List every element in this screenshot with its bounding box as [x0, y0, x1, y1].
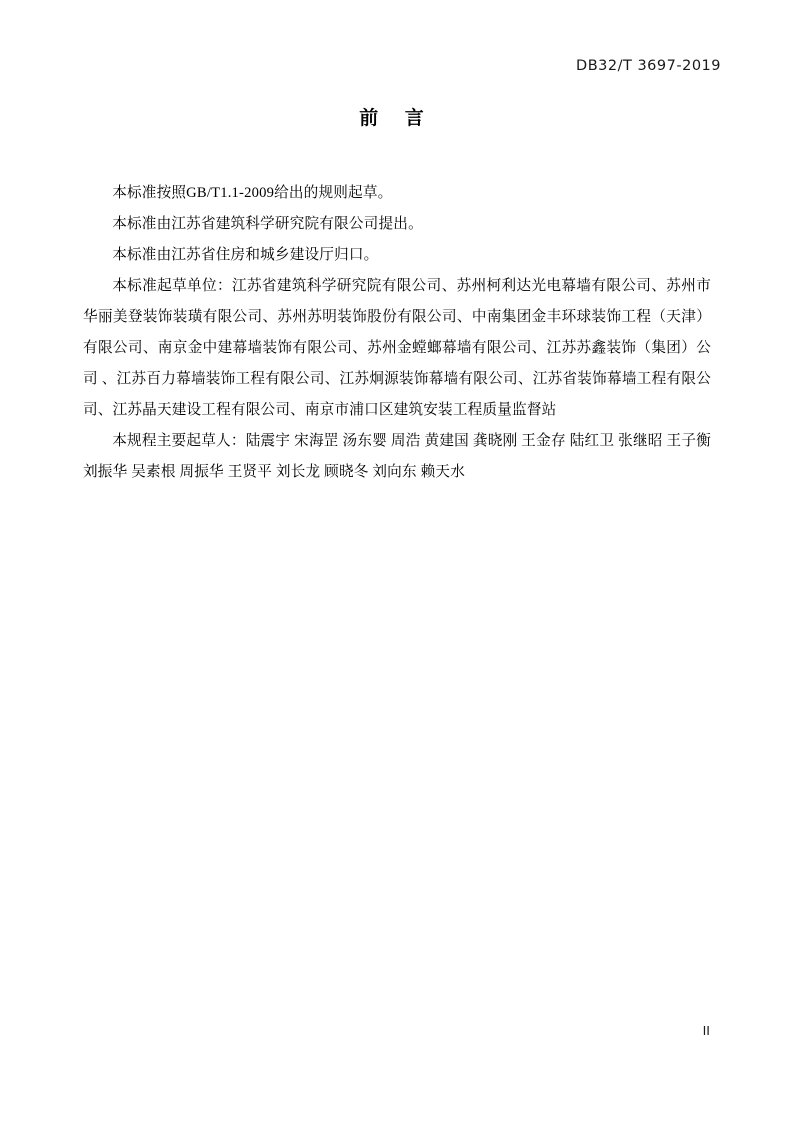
- paragraph: 本标准起草单位：江苏省建筑科学研究院有限公司、苏州柯利达光电幕墙有限公司、苏州市华丽美登装饰装璜有限公司、苏州苏明装饰股份有限公司、中南集团金丰环球装饰工程（天津）有限公司、南京金中建幕墙装饰有限公司、苏州金螳螂幕墙有限公司、江苏苏鑫装饰（集团）公司 、江苏百力幕墙装饰工程有限公司、江苏炯源装饰幕墙有限公司、江苏省装饰幕墙工程有限公司、江苏晶天建设工程有限公司、南京市浦口区建筑安装工程质量监督站: [83, 278, 711, 418]
- paragraph: 本规程主要起草人：陆震宇 宋海罡 汤东婴 周浩 黄建国 龚晓刚 王金存 陆红卫 张继昭 王子衡 刘振华 吴素根 周振华 王贤平 刘长龙 顾晓冬 刘向东 赖天水: [83, 433, 711, 480]
- paragraph: 本标准按照GB/T1.1-2009给出的规则起草。: [112, 185, 393, 201]
- paragraph: 本标准由江苏省住房和城乡建设厅归口。: [112, 247, 379, 263]
- standard-code-header: DB32/T 3697-2019: [576, 58, 721, 74]
- paragraph: 本标准由江苏省建筑科学研究院有限公司提出。: [112, 216, 423, 232]
- page-title: 前 言: [359, 107, 434, 129]
- page-number: II: [702, 1023, 710, 1038]
- foreword-body: [83, 178, 711, 488]
